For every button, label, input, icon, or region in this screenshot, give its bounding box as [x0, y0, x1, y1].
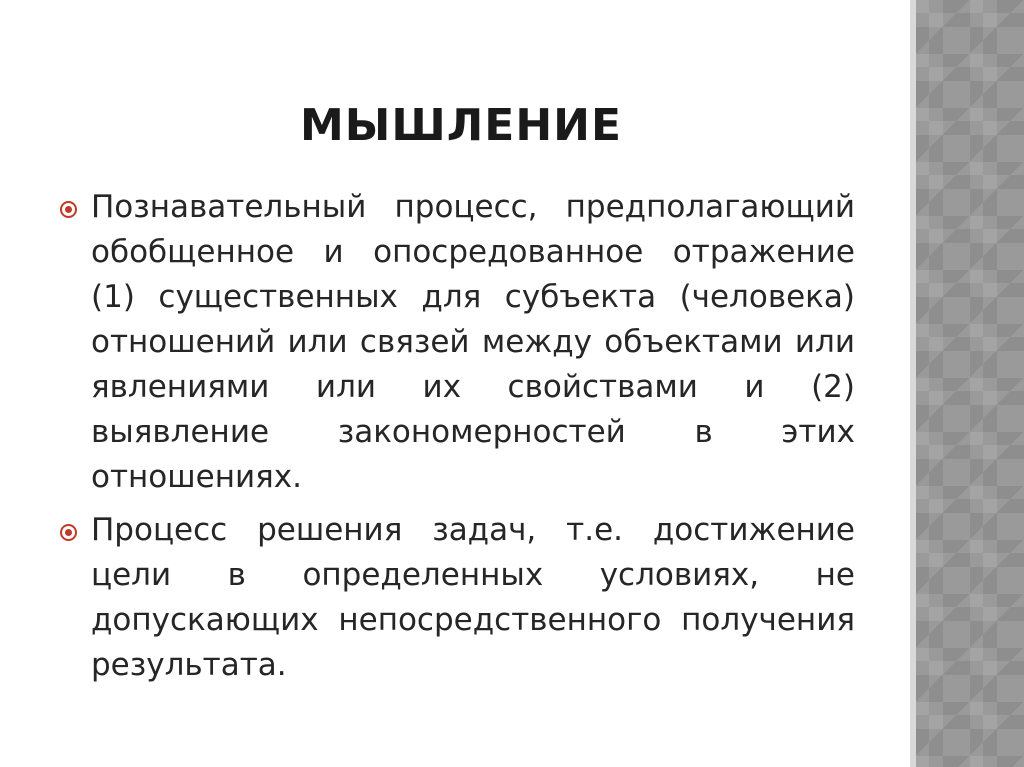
bullet-text: Процесс решения задач, т.е. достижение цели в определенных условиях, не допускающих непосредственного получения результата. [91, 512, 855, 683]
decorative-side-panel [916, 0, 1024, 767]
target-bullet-icon [60, 201, 77, 218]
slide-title: МЫШЛЕНИЕ [300, 100, 623, 151]
bullet-list [60, 185, 855, 696]
target-bullet-icon [60, 524, 77, 541]
bullet-text: Познавательный процесс, предполагающий обобщенное и опосредованное отражение (1) существенных для субъекта (человека) отношений или связей между объектами или явлениями или их свойствами и (2) выявление закономерностей в этих отношениях. [91, 189, 855, 495]
list-item [60, 185, 855, 500]
list-item [60, 508, 855, 688]
